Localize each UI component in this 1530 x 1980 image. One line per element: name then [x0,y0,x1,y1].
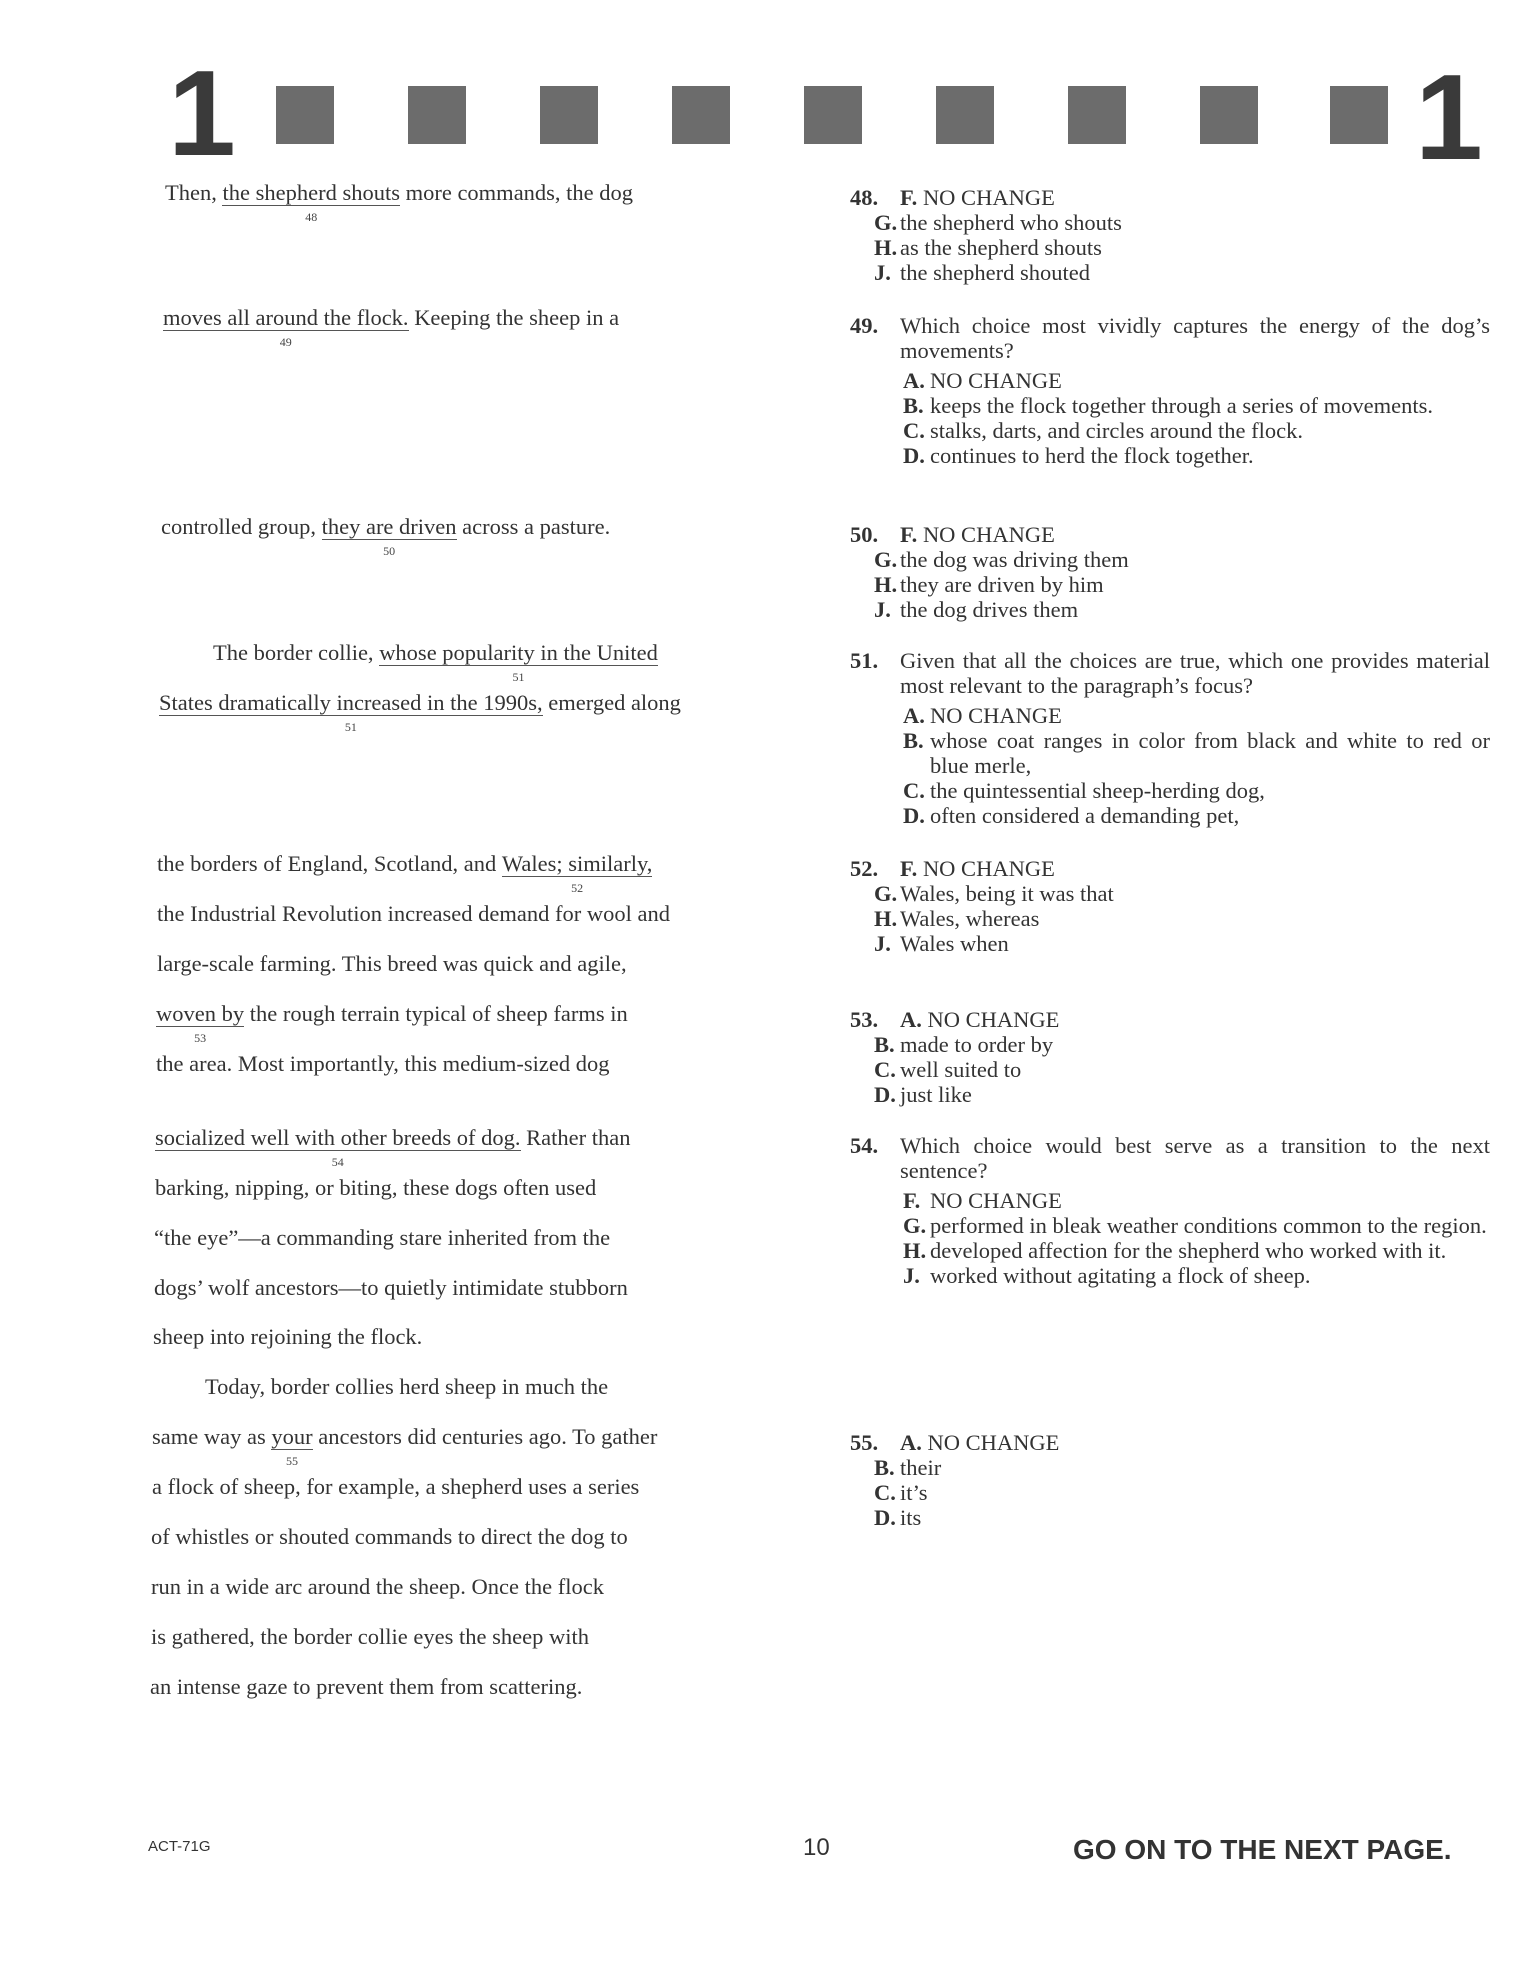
underlined-portion-55: your 55 [271,1424,313,1468]
underlined-portion-51: whose popularity in the United 51 [379,640,658,684]
section-number-right: 1 [1415,49,1483,185]
passage-line: run in a wide arc around the sheep. Once the flock [151,1574,604,1599]
answer-option[interactable]: F. NO CHANGE [903,1188,1062,1213]
answer-option[interactable]: B. keeps the flock together through a series of movements. [903,393,1433,418]
passage-line: the area. Most importantly, this medium-sized dog [156,1051,610,1076]
question-stem: 49. Which choice most vividly captures the energy of the dog’s movements? [850,313,1490,363]
header-square [804,86,862,144]
passage-line: is gathered, the border collie eyes the sheep with [151,1624,589,1649]
answer-option[interactable]: C. well suited to [874,1057,1022,1082]
passage-line: Then, the shepherd shouts 48 more commands, the dog [165,180,634,224]
question-53: 53. A. NO CHANGE B. made to order by C. well suited to D. just like [850,1007,1490,1107]
header-square [1330,86,1388,144]
underlined-portion-54: socialized well with other breeds of dog. 54 [155,1125,521,1169]
answer-option[interactable]: A. NO CHANGE [903,368,1062,393]
passage-line: barking, nipping, or biting, these dogs often used [155,1175,597,1200]
next-page-notice: GO ON TO THE NEXT PAGE. [1073,1834,1452,1865]
passage-line: socialized well with other breeds of dog. 54 Rather than [155,1125,631,1169]
answer-option[interactable]: J. the shepherd shouted [874,260,1090,285]
header-square [408,86,466,144]
answer-option[interactable]: J. the dog drives them [874,597,1079,622]
question-54 [850,1133,1490,1288]
form-code: ACT-71G [148,1838,211,1855]
passage-line: “the eye”—a commanding stare inherited from the [154,1225,611,1250]
option-text[interactable]: NO CHANGE [922,185,1055,210]
option-text[interactable]: NO CHANGE [927,1430,1060,1455]
answer-option[interactable]: B. their [874,1455,942,1480]
passage-line: States dramatically increased in the 1990s, 51 emerged along [159,690,681,734]
header-square [276,86,334,144]
question-51 [850,648,1490,828]
passage-line: The border collie, whose popularity in the United 51 [213,640,658,684]
passage-line: dogs’ wolf ancestors—to quietly intimidate stubborn [154,1275,628,1300]
passage-line: woven by 53 the rough terrain typical of sheep farms in [156,1001,628,1045]
header-square [1200,86,1258,144]
passage-line: the borders of England, Scotland, and Wales; similarly, 52 [157,851,653,895]
passage-line: large-scale farming. This breed was quick and agile, [157,951,627,976]
passage-line: Today, border collies herd sheep in much the [205,1374,609,1399]
header-square [1068,86,1126,144]
question-stem: 51. Given that all the choices are true, which one provides material most relevant to the paragraph’s focus? [850,648,1490,698]
question-49 [850,313,1490,468]
answer-option[interactable]: H. Wales, whereas [874,906,1040,931]
underlined-portion-52: Wales; similarly, 52 [501,851,653,895]
passage-line: sheep into rejoining the flock. [153,1324,423,1349]
answer-option[interactable]: G. Wales, being it was that [874,881,1114,906]
passage-line: a flock of sheep, for example, a shepherd uses a series [152,1474,640,1499]
question-stem: 54. Which choice would best serve as a transition to the next sentence? [850,1133,1490,1183]
option-text[interactable]: NO CHANGE [922,522,1055,547]
answer-option[interactable]: C. the quintessential sheep-herding dog, [903,778,1265,803]
passage-line: controlled group, they are driven 50 across a pasture. [161,514,611,558]
passage-line: of whistles or shouted commands to direct the dog to [151,1524,628,1549]
option-text[interactable]: NO CHANGE [927,1007,1060,1032]
underlined-portion-51: States dramatically increased in the 1990s, 51 [159,690,543,734]
header-square [672,86,730,144]
page-number: 10 [803,1834,830,1861]
option-text[interactable]: NO CHANGE [922,856,1055,881]
answer-option[interactable]: B. made to order by [874,1032,1054,1057]
answer-option[interactable]: D. often considered a demanding pet, [903,803,1240,828]
answer-option[interactable]: J. worked without agitating a flock of sheep. [903,1263,1311,1288]
question-52: 52. F. NO CHANGE G. Wales, being it was that H. Wales, whereas J. Wales when [850,856,1490,956]
answer-option[interactable]: G. the shepherd who shouts [874,210,1122,235]
header-square [540,86,598,144]
answer-option[interactable]: G. the dog was driving them [874,547,1129,572]
question-50: 50. F. NO CHANGE G. the dog was driving them H. they are driven by him J. the dog drives them [850,522,1490,622]
answer-option[interactable]: H. developed affection for the shepherd who worked with it. [903,1238,1447,1263]
answer-option[interactable]: A. NO CHANGE [903,703,1062,728]
answer-option[interactable]: G. performed in bleak weather conditions common to the region. [903,1213,1487,1238]
passage-line: the Industrial Revolution increased demand for wool and [157,901,670,926]
passage-line: an intense gaze to prevent them from scattering. [150,1674,583,1699]
underlined-portion-53: woven by 53 [156,1001,245,1045]
answer-option[interactable]: J. Wales when [874,931,1009,956]
question-48: 48. F. NO CHANGE G. the shepherd who shouts H. as the shepherd shouts J. the shepherd shouted [850,185,1490,285]
answer-option[interactable]: C. it’s [874,1480,928,1505]
answer-option[interactable]: C. stalks, darts, and circles around the flock. [903,418,1304,443]
underlined-portion-49: moves all around the flock. 49 [163,305,409,349]
header-square [936,86,994,144]
underlined-portion-48: the shepherd shouts 48 [222,180,400,224]
answer-option[interactable]: D. just like [874,1082,972,1107]
passage-line: same way as your 55 ancestors did centuries ago. To gather [152,1424,658,1468]
answer-option[interactable]: B. whose coat ranges in color from black and white to red or blue merle, [903,728,1490,778]
answer-option[interactable]: H. as the shepherd shouts [874,235,1102,260]
question-55: 55. A. NO CHANGE B. their C. it’s D. its [850,1430,1490,1530]
passage-line: moves all around the flock. 49 Keeping the sheep in a [163,305,620,349]
answer-option[interactable]: D. continues to herd the flock together. [903,443,1254,468]
underlined-portion-50: they are driven 50 [321,514,457,558]
section-number-left: 1 [168,45,236,181]
answer-option[interactable]: H. they are driven by him [874,572,1104,597]
answer-option[interactable]: D. its [874,1505,922,1530]
